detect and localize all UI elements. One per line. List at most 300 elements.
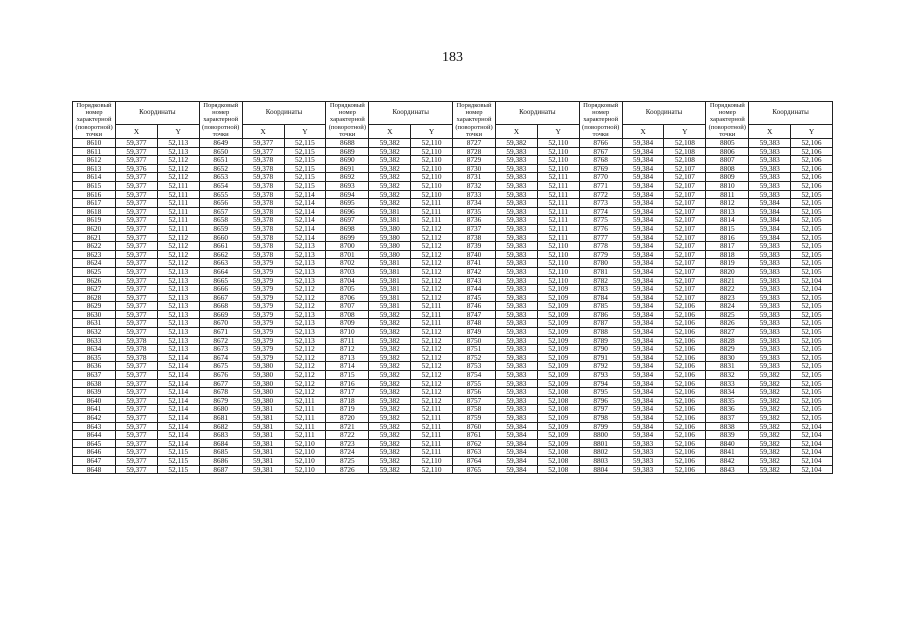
cell-y: 52,112 — [284, 302, 326, 311]
cell-x: 59,380 — [242, 371, 284, 380]
cell-x: 59,383 — [496, 181, 538, 190]
table-row — [73, 139, 833, 148]
cell-point-number: 8672 — [199, 336, 242, 345]
cell-x: 59,381 — [369, 285, 411, 294]
header-y: Y — [284, 125, 326, 139]
cell-point-number: 8686 — [199, 456, 242, 465]
cell-point-number: 8793 — [579, 371, 622, 380]
cell-y: 52,109 — [537, 345, 579, 354]
cell-y: 52,108 — [537, 405, 579, 414]
cell-x: 59,377 — [116, 285, 158, 294]
cell-y: 52,106 — [664, 353, 706, 362]
cell-point-number: 8764 — [452, 456, 495, 465]
header-x: X — [622, 125, 664, 139]
cell-point-number: 8668 — [199, 302, 242, 311]
cell-point-number: 8829 — [706, 345, 749, 354]
cell-x: 59,383 — [496, 414, 538, 423]
table-row — [73, 181, 833, 190]
cell-point-number: 8708 — [326, 310, 369, 319]
cell-point-number: 8642 — [73, 414, 116, 423]
cell-point-number: 8805 — [706, 139, 749, 148]
cell-x: 59,377 — [116, 396, 158, 405]
cell-point-number: 8650 — [199, 147, 242, 156]
cell-x: 59,381 — [242, 405, 284, 414]
cell-x: 59,383 — [496, 396, 538, 405]
cell-point-number: 8823 — [706, 293, 749, 302]
cell-y: 52,106 — [664, 371, 706, 380]
cell-x: 59,383 — [496, 362, 538, 371]
cell-point-number: 8783 — [579, 285, 622, 294]
cell-point-number: 8637 — [73, 371, 116, 380]
cell-y: 52,112 — [284, 345, 326, 354]
cell-point-number: 8692 — [326, 173, 369, 182]
table-row — [73, 396, 833, 405]
cell-point-number: 8610 — [73, 139, 116, 148]
cell-point-number: 8713 — [326, 353, 369, 362]
cell-point-number: 8712 — [326, 345, 369, 354]
cell-y: 52,109 — [537, 285, 579, 294]
cell-point-number: 8687 — [199, 465, 242, 474]
table-row — [73, 293, 833, 302]
cell-point-number: 8658 — [199, 216, 242, 225]
cell-y: 52,106 — [791, 139, 833, 148]
cell-point-number: 8751 — [452, 345, 495, 354]
cell-x: 59,377 — [116, 388, 158, 397]
cell-y: 52,112 — [411, 396, 453, 405]
cell-y: 52,111 — [411, 414, 453, 423]
cell-y: 52,105 — [791, 388, 833, 397]
cell-point-number: 8817 — [706, 242, 749, 251]
cell-y: 52,108 — [537, 388, 579, 397]
cell-point-number: 8701 — [326, 250, 369, 259]
cell-point-number: 8831 — [706, 362, 749, 371]
cell-y: 52,106 — [664, 302, 706, 311]
cell-x: 59,384 — [622, 156, 664, 165]
cell-point-number: 8828 — [706, 336, 749, 345]
cell-point-number: 8726 — [326, 465, 369, 474]
cell-x: 59,383 — [496, 233, 538, 242]
cell-x: 59,383 — [496, 199, 538, 208]
cell-y: 52,114 — [284, 216, 326, 225]
cell-y: 52,111 — [157, 207, 199, 216]
header-y: Y — [411, 125, 453, 139]
cell-point-number: 8736 — [452, 216, 495, 225]
table-row — [73, 371, 833, 380]
cell-point-number: 8691 — [326, 164, 369, 173]
cell-y: 52,112 — [157, 156, 199, 165]
cell-y: 52,107 — [664, 207, 706, 216]
cell-y: 52,111 — [537, 181, 579, 190]
cell-x: 59,383 — [496, 190, 538, 199]
cell-x: 59,382 — [749, 414, 791, 423]
cell-y: 52,105 — [791, 190, 833, 199]
cell-y: 52,109 — [537, 431, 579, 440]
cell-x: 59,383 — [496, 336, 538, 345]
cell-y: 52,106 — [791, 164, 833, 173]
cell-y: 52,111 — [537, 199, 579, 208]
cell-y: 52,104 — [791, 431, 833, 440]
cell-x: 59,383 — [622, 456, 664, 465]
cell-point-number: 8790 — [579, 345, 622, 354]
cell-x: 59,382 — [369, 156, 411, 165]
cell-point-number: 8754 — [452, 371, 495, 380]
cell-y: 52,115 — [157, 456, 199, 465]
cell-point-number: 8632 — [73, 328, 116, 337]
header-x: X — [369, 125, 411, 139]
cell-y: 52,106 — [664, 345, 706, 354]
cell-y: 52,106 — [664, 431, 706, 440]
cell-point-number: 8723 — [326, 439, 369, 448]
cell-point-number: 8638 — [73, 379, 116, 388]
cell-y: 52,110 — [537, 147, 579, 156]
cell-y: 52,110 — [537, 139, 579, 148]
cell-y: 52,107 — [664, 224, 706, 233]
cell-y: 52,111 — [411, 405, 453, 414]
cell-y: 52,107 — [664, 250, 706, 259]
cell-x: 59,383 — [749, 139, 791, 148]
cell-y: 52,105 — [791, 379, 833, 388]
cell-y: 52,115 — [157, 465, 199, 474]
cell-x: 59,377 — [116, 448, 158, 457]
cell-x: 59,382 — [369, 388, 411, 397]
cell-y: 52,113 — [157, 293, 199, 302]
cell-x: 59,382 — [369, 345, 411, 354]
cell-y: 52,112 — [411, 328, 453, 337]
cell-point-number: 8623 — [73, 250, 116, 259]
cell-point-number: 8664 — [199, 267, 242, 276]
cell-x: 59,377 — [116, 190, 158, 199]
cell-x: 59,377 — [116, 319, 158, 328]
cell-y: 52,109 — [537, 414, 579, 423]
table-row — [73, 422, 833, 431]
cell-y: 52,111 — [284, 405, 326, 414]
cell-x: 59,384 — [622, 199, 664, 208]
cell-x: 59,378 — [242, 173, 284, 182]
cell-point-number: 8655 — [199, 190, 242, 199]
cell-point-number: 8757 — [452, 396, 495, 405]
cell-y: 52,108 — [537, 396, 579, 405]
cell-point-number: 8613 — [73, 164, 116, 173]
cell-x: 59,377 — [116, 371, 158, 380]
cell-point-number: 8811 — [706, 190, 749, 199]
cell-y: 52,112 — [411, 362, 453, 371]
cell-point-number: 8795 — [579, 388, 622, 397]
header-x: X — [749, 125, 791, 139]
cell-x: 59,384 — [622, 302, 664, 311]
cell-x: 59,379 — [242, 310, 284, 319]
cell-x: 59,383 — [496, 267, 538, 276]
cell-x: 59,377 — [116, 439, 158, 448]
cell-x: 59,382 — [369, 164, 411, 173]
cell-point-number: 8720 — [326, 414, 369, 423]
cell-point-number: 8724 — [326, 448, 369, 457]
cell-point-number: 8821 — [706, 276, 749, 285]
cell-y: 52,109 — [537, 328, 579, 337]
table-row — [73, 405, 833, 414]
cell-point-number: 8618 — [73, 207, 116, 216]
cell-x: 59,383 — [496, 328, 538, 337]
cell-y: 52,112 — [284, 293, 326, 302]
cell-x: 59,383 — [749, 319, 791, 328]
cell-y: 52,111 — [411, 216, 453, 225]
cell-y: 52,107 — [664, 173, 706, 182]
cell-x: 59,377 — [116, 431, 158, 440]
cell-point-number: 8742 — [452, 267, 495, 276]
cell-x: 59,377 — [242, 147, 284, 156]
cell-point-number: 8836 — [706, 405, 749, 414]
cell-point-number: 8612 — [73, 156, 116, 165]
cell-y: 52,105 — [791, 267, 833, 276]
cell-y: 52,105 — [791, 336, 833, 345]
cell-y: 52,114 — [157, 405, 199, 414]
cell-y: 52,111 — [157, 224, 199, 233]
cell-y: 52,113 — [284, 259, 326, 268]
cell-y: 52,112 — [411, 285, 453, 294]
cell-x: 59,383 — [749, 310, 791, 319]
cell-x: 59,381 — [242, 431, 284, 440]
cell-x: 59,378 — [242, 199, 284, 208]
header-point-number: Порядковый номер характерной (поворотной) точки — [452, 102, 495, 139]
cell-point-number: 8728 — [452, 147, 495, 156]
header-coordinates: Координаты — [622, 102, 706, 125]
cell-x: 59,382 — [369, 319, 411, 328]
cell-x: 59,383 — [749, 336, 791, 345]
cell-point-number: 8634 — [73, 345, 116, 354]
cell-x: 59,384 — [622, 293, 664, 302]
cell-y: 52,111 — [157, 216, 199, 225]
cell-point-number: 8682 — [199, 422, 242, 431]
cell-x: 59,382 — [749, 465, 791, 474]
cell-point-number: 8727 — [452, 139, 495, 148]
cell-x: 59,378 — [116, 353, 158, 362]
cell-y: 52,115 — [284, 173, 326, 182]
cell-x: 59,381 — [369, 216, 411, 225]
cell-x: 59,383 — [749, 293, 791, 302]
cell-y: 52,107 — [664, 259, 706, 268]
cell-x: 59,382 — [369, 147, 411, 156]
cell-point-number: 8707 — [326, 302, 369, 311]
cell-point-number: 8684 — [199, 439, 242, 448]
cell-x: 59,383 — [749, 302, 791, 311]
cell-point-number: 8819 — [706, 259, 749, 268]
table-row — [73, 439, 833, 448]
cell-point-number: 8818 — [706, 250, 749, 259]
cell-point-number: 8812 — [706, 199, 749, 208]
cell-x: 59,379 — [242, 345, 284, 354]
cell-y: 52,114 — [157, 422, 199, 431]
cell-point-number: 8765 — [452, 465, 495, 474]
cell-y: 52,111 — [537, 233, 579, 242]
cell-point-number: 8740 — [452, 250, 495, 259]
cell-point-number: 8627 — [73, 285, 116, 294]
cell-x: 59,377 — [116, 139, 158, 148]
cell-x: 59,383 — [749, 285, 791, 294]
cell-y: 52,111 — [411, 319, 453, 328]
cell-x: 59,381 — [369, 267, 411, 276]
cell-point-number: 8769 — [579, 164, 622, 173]
cell-x: 59,384 — [622, 242, 664, 251]
cell-y: 52,106 — [664, 422, 706, 431]
cell-x: 59,382 — [369, 362, 411, 371]
cell-x: 59,383 — [496, 293, 538, 302]
cell-point-number: 8806 — [706, 147, 749, 156]
cell-x: 59,384 — [749, 216, 791, 225]
cell-x: 59,384 — [496, 439, 538, 448]
cell-y: 52,110 — [537, 250, 579, 259]
cell-x: 59,383 — [496, 242, 538, 251]
table-row — [73, 267, 833, 276]
header-point-number: Порядковый номер характерной (поворотной) точки — [579, 102, 622, 139]
table-row — [73, 276, 833, 285]
cell-point-number: 8647 — [73, 456, 116, 465]
cell-y: 52,105 — [791, 362, 833, 371]
cell-x: 59,377 — [116, 414, 158, 423]
cell-y: 52,106 — [791, 156, 833, 165]
cell-y: 52,114 — [157, 353, 199, 362]
cell-x: 59,378 — [242, 181, 284, 190]
cell-point-number: 8629 — [73, 302, 116, 311]
cell-x: 59,384 — [749, 224, 791, 233]
cell-x: 59,383 — [496, 302, 538, 311]
cell-y: 52,115 — [157, 448, 199, 457]
table-row — [73, 207, 833, 216]
cell-y: 52,104 — [791, 276, 833, 285]
cell-x: 59,384 — [622, 173, 664, 182]
cell-y: 52,112 — [411, 353, 453, 362]
cell-x: 59,382 — [369, 353, 411, 362]
table-row — [73, 310, 833, 319]
cell-point-number: 8801 — [579, 439, 622, 448]
cell-x: 59,384 — [622, 405, 664, 414]
cell-x: 59,383 — [496, 405, 538, 414]
cell-point-number: 8825 — [706, 310, 749, 319]
cell-point-number: 8743 — [452, 276, 495, 285]
cell-y: 52,114 — [157, 362, 199, 371]
cell-y: 52,104 — [791, 422, 833, 431]
cell-point-number: 8815 — [706, 224, 749, 233]
cell-y: 52,109 — [537, 379, 579, 388]
cell-x: 59,383 — [749, 190, 791, 199]
table-row — [73, 285, 833, 294]
cell-point-number: 8697 — [326, 216, 369, 225]
cell-y: 52,114 — [157, 379, 199, 388]
cell-y: 52,112 — [284, 379, 326, 388]
cell-y: 52,112 — [411, 388, 453, 397]
cell-x: 59,383 — [749, 156, 791, 165]
cell-y: 52,113 — [157, 310, 199, 319]
cell-point-number: 8676 — [199, 371, 242, 380]
cell-y: 52,106 — [664, 319, 706, 328]
cell-x: 59,377 — [116, 379, 158, 388]
cell-y: 52,111 — [411, 448, 453, 457]
cell-x: 59,384 — [622, 233, 664, 242]
cell-x: 59,377 — [116, 147, 158, 156]
cell-x: 59,377 — [116, 302, 158, 311]
cell-x: 59,383 — [496, 371, 538, 380]
cell-x: 59,379 — [242, 293, 284, 302]
cell-x: 59,377 — [116, 465, 158, 474]
cell-point-number: 8781 — [579, 267, 622, 276]
cell-y: 52,112 — [411, 276, 453, 285]
cell-x: 59,382 — [496, 139, 538, 148]
cell-point-number: 8773 — [579, 199, 622, 208]
cell-x: 59,378 — [242, 156, 284, 165]
cell-x: 59,381 — [369, 293, 411, 302]
cell-x: 59,384 — [622, 345, 664, 354]
cell-x: 59,383 — [622, 448, 664, 457]
cell-y: 52,107 — [664, 242, 706, 251]
cell-y: 52,109 — [537, 310, 579, 319]
cell-x: 59,383 — [496, 388, 538, 397]
cell-y: 52,106 — [664, 396, 706, 405]
cell-x: 59,382 — [749, 396, 791, 405]
cell-x: 59,384 — [622, 250, 664, 259]
cell-point-number: 8702 — [326, 259, 369, 268]
cell-point-number: 8657 — [199, 207, 242, 216]
cell-y: 52,113 — [284, 336, 326, 345]
cell-x: 59,383 — [496, 207, 538, 216]
cell-point-number: 8747 — [452, 310, 495, 319]
cell-point-number: 8611 — [73, 147, 116, 156]
cell-point-number: 8662 — [199, 250, 242, 259]
cell-point-number: 8839 — [706, 431, 749, 440]
cell-y: 52,113 — [284, 250, 326, 259]
cell-x: 59,377 — [116, 199, 158, 208]
cell-y: 52,111 — [284, 414, 326, 423]
cell-y: 52,110 — [411, 173, 453, 182]
header-x: X — [242, 125, 284, 139]
cell-y: 52,114 — [284, 199, 326, 208]
cell-y: 52,112 — [157, 173, 199, 182]
cell-point-number: 8616 — [73, 190, 116, 199]
cell-y: 52,112 — [411, 233, 453, 242]
cell-point-number: 8640 — [73, 396, 116, 405]
cell-x: 59,383 — [749, 147, 791, 156]
cell-point-number: 8667 — [199, 293, 242, 302]
cell-x: 59,382 — [749, 448, 791, 457]
cell-y: 52,112 — [284, 285, 326, 294]
cell-point-number: 8681 — [199, 414, 242, 423]
table-row — [73, 216, 833, 225]
cell-y: 52,112 — [284, 362, 326, 371]
cell-point-number: 8671 — [199, 328, 242, 337]
cell-point-number: 8729 — [452, 156, 495, 165]
cell-y: 52,113 — [157, 336, 199, 345]
cell-y: 52,106 — [664, 328, 706, 337]
cell-point-number: 8699 — [326, 233, 369, 242]
cell-y: 52,111 — [284, 396, 326, 405]
cell-y: 52,113 — [284, 276, 326, 285]
cell-x: 59,383 — [749, 267, 791, 276]
cell-y: 52,107 — [664, 276, 706, 285]
cell-y: 52,105 — [791, 216, 833, 225]
cell-x: 59,383 — [496, 164, 538, 173]
header-x: X — [496, 125, 538, 139]
cell-y: 52,111 — [537, 173, 579, 182]
cell-point-number: 8739 — [452, 242, 495, 251]
cell-x: 59,377 — [116, 224, 158, 233]
cell-y: 52,109 — [537, 422, 579, 431]
cell-x: 59,378 — [242, 190, 284, 199]
cell-y: 52,112 — [411, 224, 453, 233]
cell-y: 52,106 — [664, 456, 706, 465]
cell-x: 59,384 — [622, 388, 664, 397]
cell-y: 52,110 — [411, 147, 453, 156]
cell-x: 59,383 — [622, 439, 664, 448]
cell-x: 59,382 — [369, 190, 411, 199]
cell-point-number: 8753 — [452, 362, 495, 371]
table-row — [73, 259, 833, 268]
